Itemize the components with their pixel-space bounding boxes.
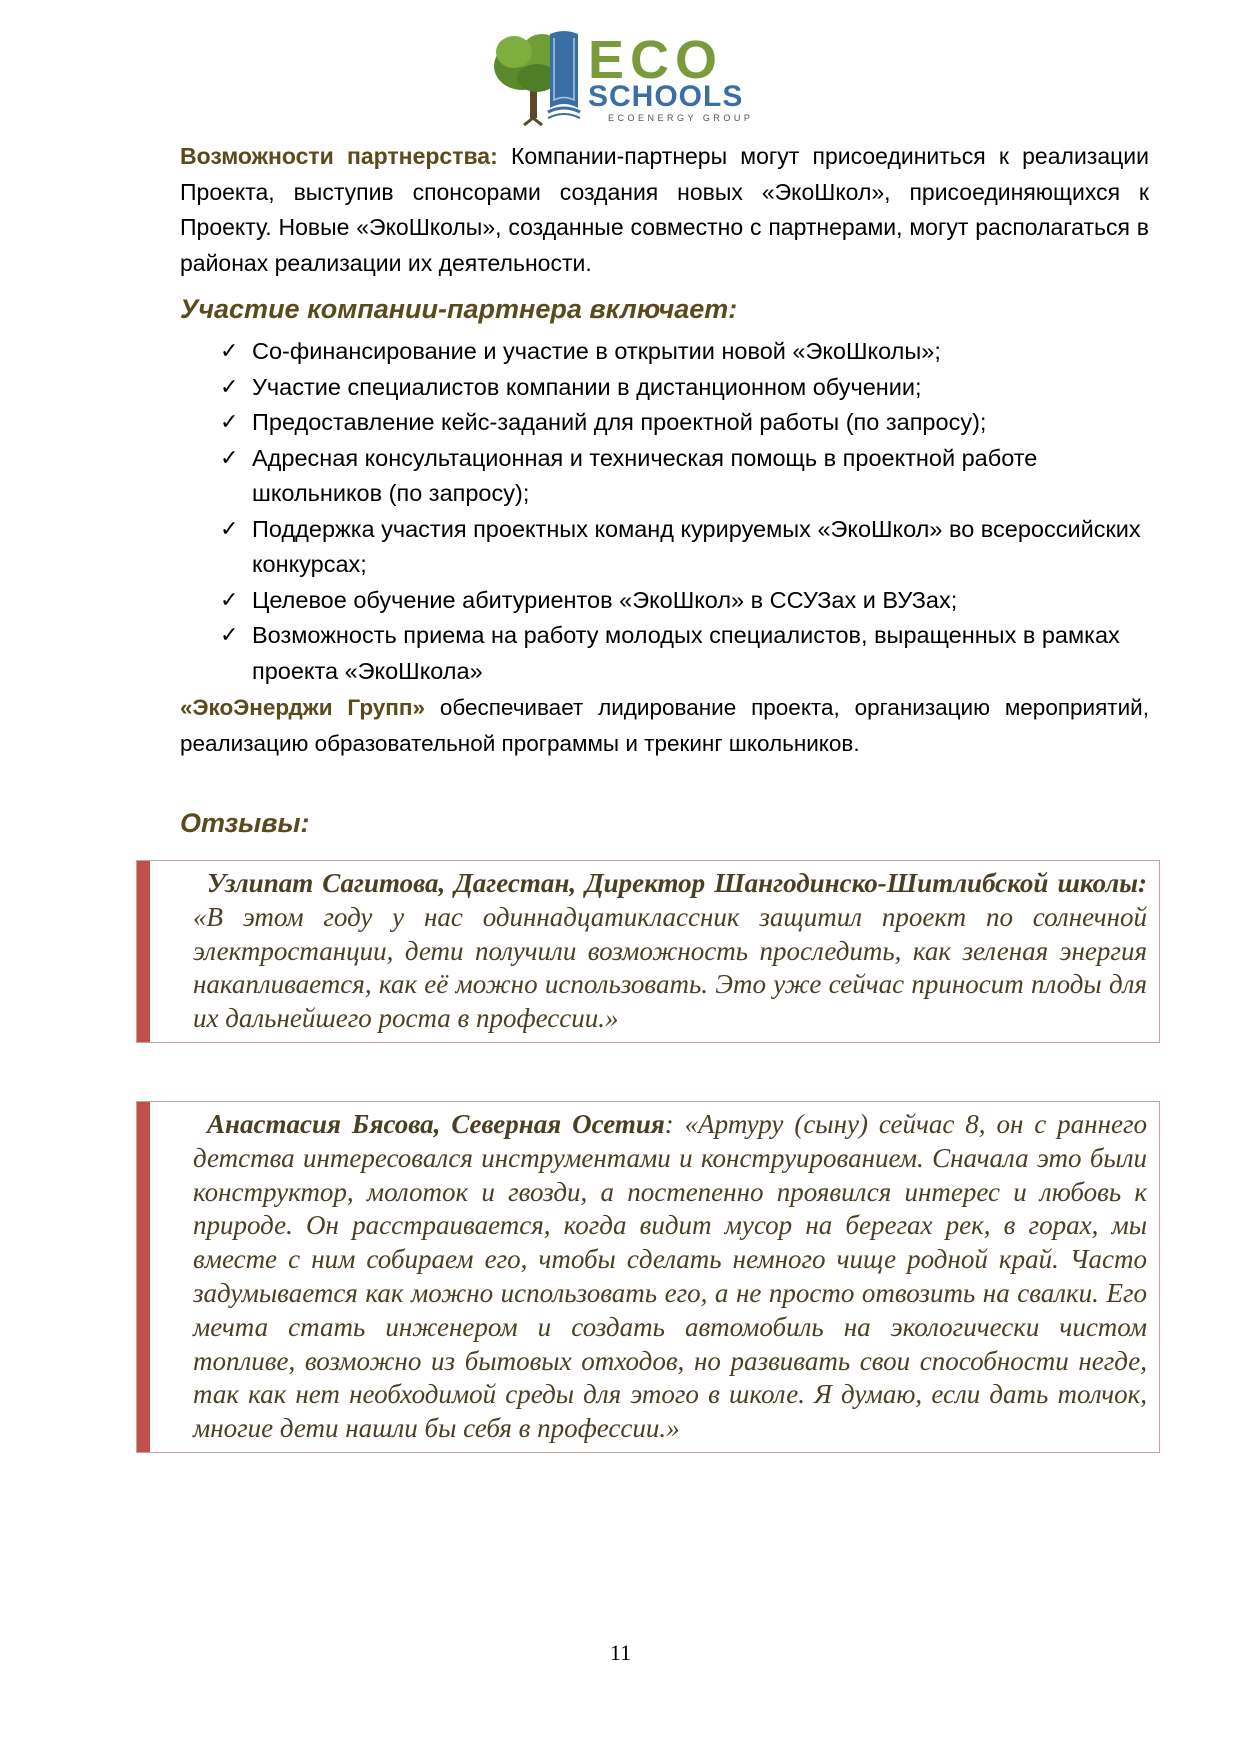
page-number: 11 — [609, 1640, 632, 1665]
checkmark-icon: ✓ — [220, 410, 239, 435]
partnership-heading: Возможности партнерства: — [180, 143, 498, 169]
list-item: ✓ Возможность приема на работу молодых специалистов, выращенных в рамках проекта «ЭкоШкола» — [180, 618, 1149, 689]
checkmark-icon: ✓ — [220, 374, 239, 400]
list-item: ✓ Участие специалистов компании в дистанционном обучении; — [180, 370, 1149, 406]
list-item: ✓ Со-финансирование и участие в открытии новой «ЭкоШколы»; — [180, 334, 1149, 370]
logo-tagline: ECOENERGY GROUP — [608, 113, 754, 123]
review-accent-bar — [137, 1102, 150, 1452]
review-accent-bar — [137, 861, 150, 1042]
participation-list — [180, 334, 1149, 689]
list-item: ✓ Предоставление кейс-заданий для проектной работы (по запросу); — [180, 405, 1149, 441]
list-item: ✓ Поддержка участия проектных команд курируемых «ЭкоШкол» во всероссийских конкурсах; — [180, 512, 1149, 583]
ecoenergy-text: обеспечивает лидирование проекта, организацию мероприятий, реализацию образовательной программы и трекинг школьников. — [180, 695, 1149, 756]
review-card — [136, 1101, 1160, 1453]
participation-heading: Участие компании-партнера включает: — [180, 294, 738, 324]
review-text: «В этом году у нас одиннадцатиклассник защитил проект по солнечной электростанции, дети получили возможность проследить, как зеленая энергия накапливается, как её можно использовать. Это уже сейчас приносит плоды для их дальнейшего роста в профессии.» — [193, 901, 1147, 1034]
list-item: ✓ Адресная консультационная и техническая помощь в проектной работе школьников (по запросу); — [180, 441, 1149, 512]
checkmark-icon: ✓ — [220, 445, 239, 471]
review-author: Узлипат Сагитова, Дагестан, Директор Шангодинско-Шитлибской школы: — [207, 868, 1147, 898]
partnership-paragraph — [180, 139, 1149, 281]
review-card — [136, 860, 1160, 1043]
logo-brand-top: ECO — [588, 30, 724, 90]
eco-schools-logo — [492, 26, 822, 126]
review-text: : «Артуру (сыну) сейчас 8, он с раннего детства интересовался инструментами и конструированием. Сначала это были конструктор, молоток и гвозди, а постепенно проявился интерес и любовь к природе. Он расстраивается, когда видит мусор на берегах рек, в горах, мы вместе с ним собираем его, чтобы сделать немного чище родной край. Часто задумывается как можно использовать его, а не просто отвозить на свалки. Его мечта стать инженером и создать автомобиль на экологически чистом топливе, возможно из бытовых отходов, но развивать свои способности негде, так как нет необходимой среды для этого в школе. Я думаю, если дать толчок, многие дети нашли бы себя в профессии.» — [193, 1109, 1147, 1444]
ecoenergy-section — [180, 690, 1149, 761]
ecoenergy-name: «ЭкоЭнерджи Групп» — [180, 695, 425, 720]
partnership-section — [180, 139, 1149, 281]
review-author: Анастасия Бясова, Северная Осетия — [207, 1109, 665, 1139]
reviews-heading: Отзывы: — [180, 808, 310, 838]
ecoenergy-paragraph — [180, 690, 1149, 761]
logo-brand-bottom: SCHOOLS — [588, 80, 744, 113]
book-icon — [548, 31, 580, 118]
checkmark-icon: ✓ — [220, 339, 239, 364]
checkmark-icon: ✓ — [220, 587, 239, 613]
checkmark-icon: ✓ — [220, 623, 239, 648]
partnership-text: Компании-партнеры могут присоединиться к реализации Проекта, выступив спонсорами создания новых «ЭкоШкол», присоединяющихся к Проекту. Новые «ЭкоШколы», созданные совместно с партнерами, могут располагаться в районах реализации их деятельности. — [180, 143, 1149, 276]
list-item: ✓ Целевое обучение абитуриентов «ЭкоШкол» в ССУЗах и ВУЗах; — [180, 583, 1149, 619]
checkmark-icon: ✓ — [220, 516, 239, 542]
